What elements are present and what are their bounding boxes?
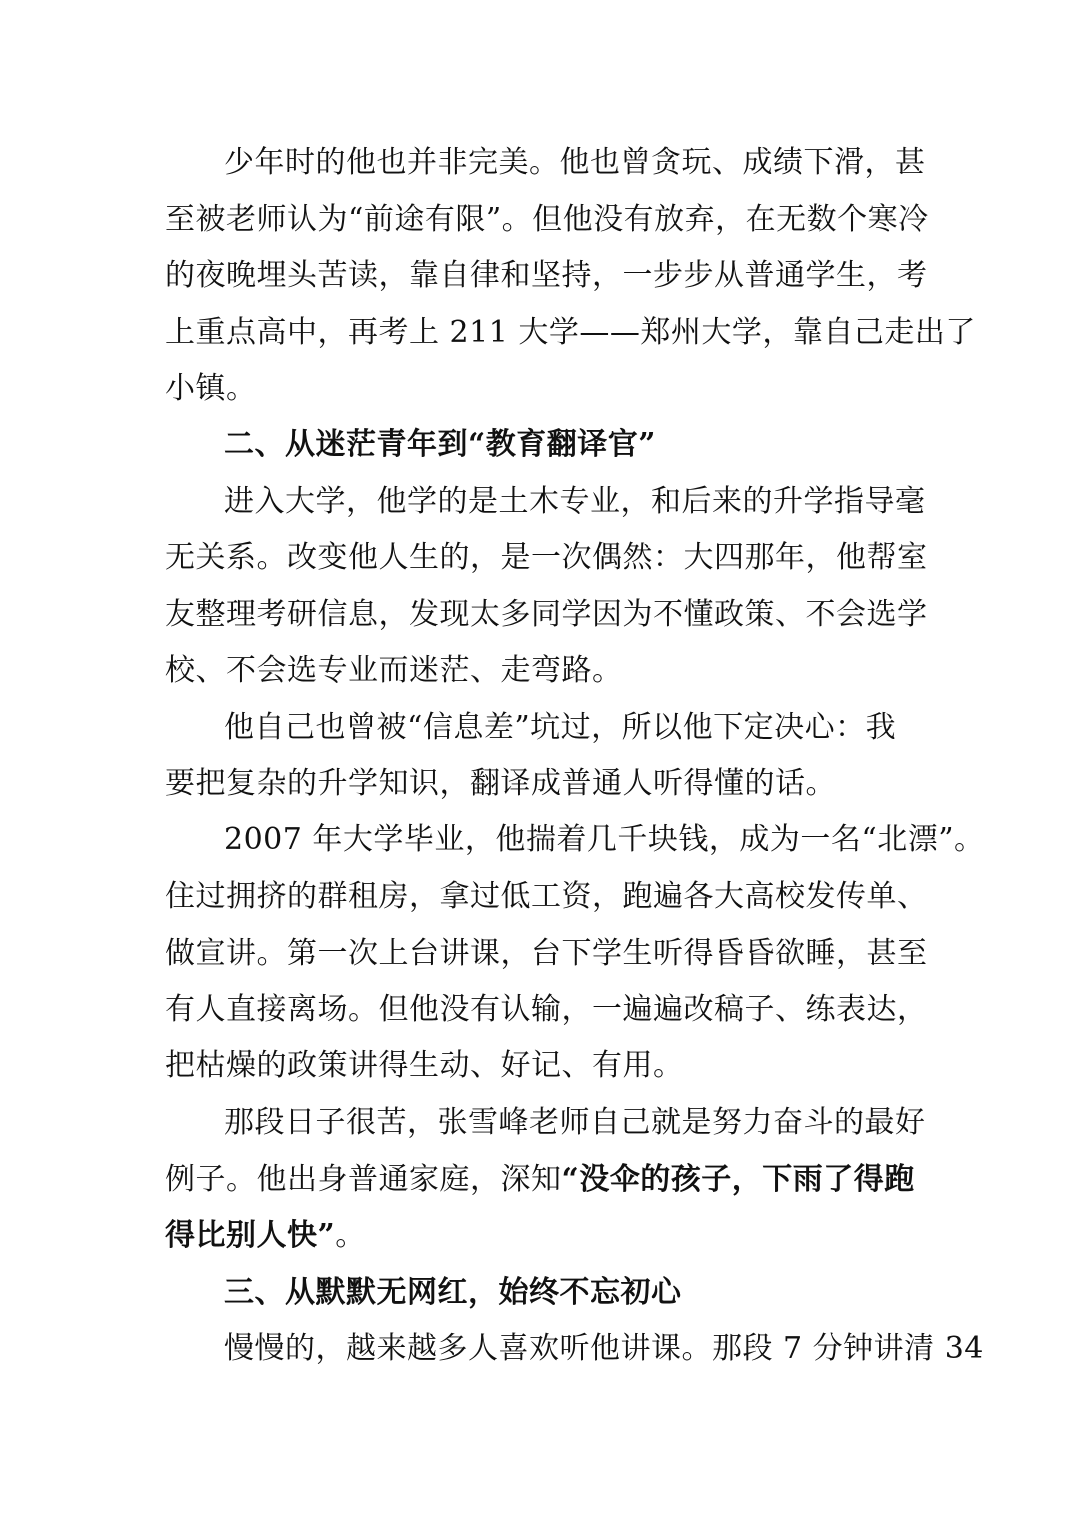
paragraph3-line1: 他自己也曾被“信息差”坑过，所以他下定决心：我 [224,710,897,745]
paragraph1-line5: 小镇。 [165,371,257,406]
paragraph4-line4: 有人直接离场。但他没有认输，一遍遍改稿子、练表达， [165,992,928,1027]
paragraph4-line2: 住过拥挤的群租房，拿过低工资，跑遍各大高校发传单、 [165,879,928,914]
paragraph2-line1: 进入大学，他学的是土木专业，和后来的升学指导毫 [224,484,926,519]
paragraph1-line3: 的夜晚埋头苦读，靠自律和坚持，一步步从普通学生，考 [165,258,928,293]
paragraph5-line3-end: 。 [335,1218,366,1253]
paragraph2-line2: 无关系。改变他人生的，是一次偶然：大四那年，他帮室 [165,540,928,575]
paragraph5-line3-quote: 得比别人快” [165,1218,336,1253]
paragraph2-line4: 校、不会选专业而迷茫、走弯路。 [165,653,623,688]
paragraph4-line1: 2007 年大学毕业，他揣着几千块钱，成为一名“北漂”。 [224,822,985,857]
paragraph4-line5: 把枯燥的政策讲得生动、好记、有用。 [165,1048,684,1083]
paragraph5-line2-quote: “没伞的孩子，下雨了得跑 [561,1162,915,1197]
paragraph1-line2: 至被老师认为“前途有限”。但他没有放弃，在无数个寒冷 [165,202,929,237]
paragraph5-line1: 那段日子很苦，张雪峰老师自己就是努力奋斗的最好 [224,1105,926,1140]
paragraph1-line1: 少年时的他也并非完美。他也曾贪玩、成绩下滑，甚 [224,145,926,180]
section-heading-3: 三、从默默无网红，始终不忘初心 [224,1275,682,1310]
paragraph5-line3 [165,1216,366,1256]
paragraph5-line2-plain: 例子。他出身普通家庭，深知 [165,1162,562,1197]
paragraph4-line3: 做宣讲。第一次上台讲课，台下学生听得昏昏欲睡，甚至 [165,936,928,971]
paragraph2-line3: 友整理考研信息，发现太多同学因为不懂政策、不会选学 [165,597,928,632]
paragraph1-line4: 上重点高中，再考上 211 大学——郑州大学，靠自己走出了 [165,315,976,350]
paragraph5-line2 [165,1160,915,1200]
paragraph6-line1: 慢慢的，越来越多人喜欢听他讲课。那段 7 分钟讲清 34 [224,1331,984,1366]
paragraph3-line2: 要把复杂的升学知识，翻译成普通人听得懂的话。 [165,766,836,801]
section-heading-2: 二、从迷茫青年到“教育翻译官” [224,427,657,462]
